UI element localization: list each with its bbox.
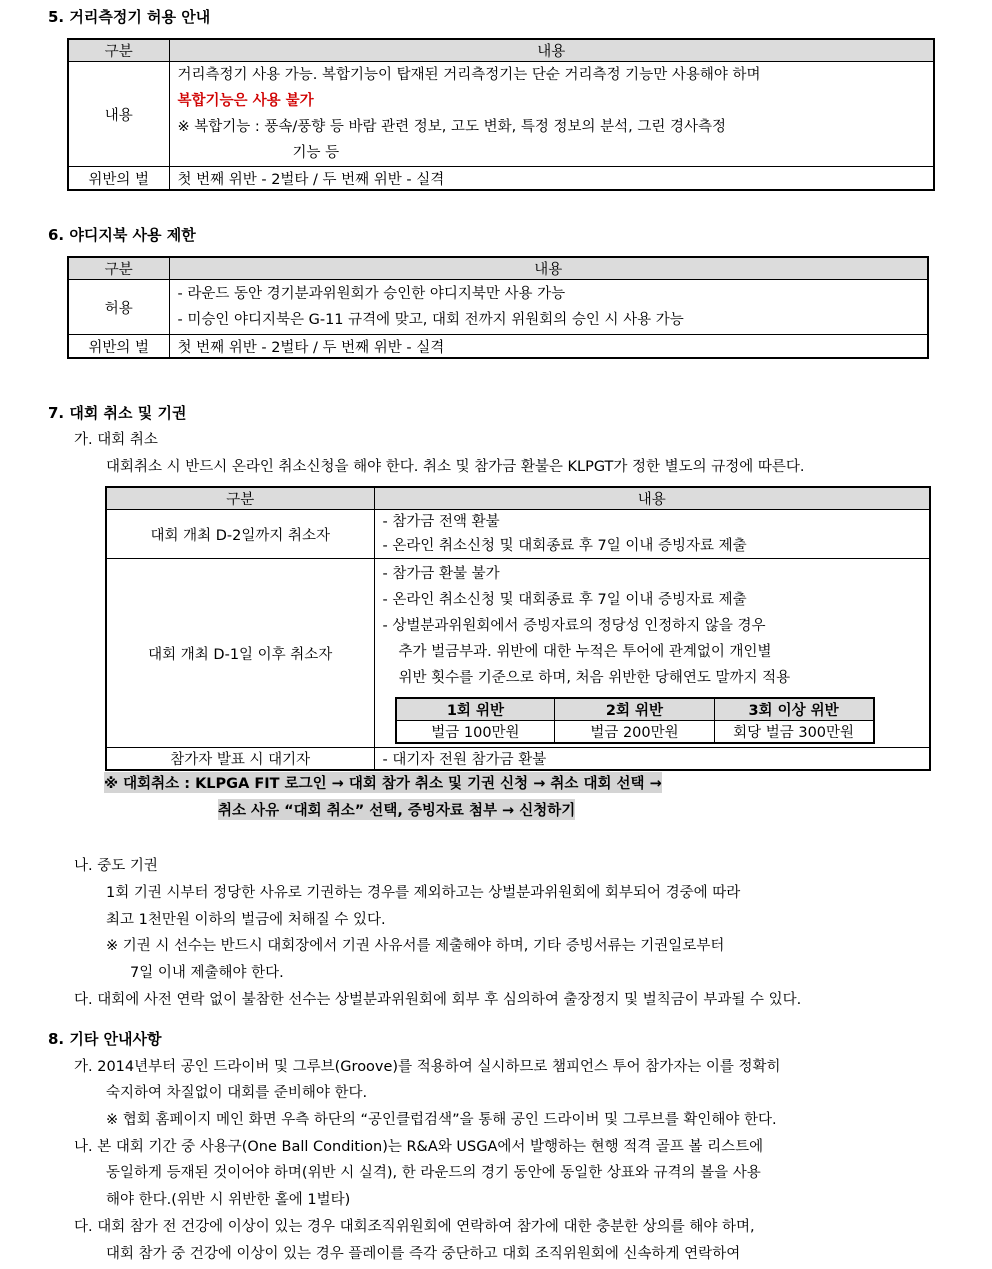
text-line: 거리측정기 사용 가능. 복합기능이 탑재된 거리측정기는 단순 거리측정 기능만 사용해야 하며: [177, 67, 761, 83]
yardage-book-table: [67, 256, 929, 359]
warning-text: 복합기능은 사용 불가: [177, 93, 314, 109]
row-content: - 대기자 전원 참가금 환불: [374, 748, 930, 771]
row-label: 참가자 발표 시 대기자: [106, 748, 374, 771]
text-line: - 온라인 취소신청 및 대회종료 후 7일 이내 증빙자료 제출: [382, 538, 747, 554]
penalty-text: 첫 번째 위반 - 2벌타 / 두 번째 위반 - 실격: [169, 335, 928, 359]
note-line: ※ 기권 시 선수는 반드시 대회장에서 기권 사유서를 제출해야 하며, 기타 증빙서류는 기권일로부터: [106, 938, 725, 954]
paragraph: 나. 본 대회 기간 중 사용구(One Ball Condition)는 R&A와 USGA에서 발행하는 현행 적격 골프 볼 리스트에: [74, 1139, 764, 1155]
text-line: - 상벌분과위원회에서 증빙자료의 정당성 인정하지 않을 경우: [382, 618, 766, 634]
header-category: 구분: [68, 257, 169, 280]
paragraph: 1회 기권 시부터 정당한 사유로 기권하는 경우를 제외하고는 상벌분과위원회에 회부되어 경중에 따라: [106, 885, 741, 901]
paragraph: 숙지하여 차질없이 대회를 준비해야 한다.: [106, 1085, 368, 1101]
header-category: 구분: [106, 487, 374, 510]
fine-value: 벌금 100만원: [396, 721, 555, 744]
fine-table: [395, 697, 875, 744]
fine-value: 벌금 200만원: [555, 721, 714, 744]
paragraph: 대회 참가 중 건강에 이상이 있는 경우 플레이를 즉각 중단하고 대회 조직위원회에 신속하게 연락하여: [106, 1246, 741, 1262]
header-content: 내용: [169, 257, 928, 280]
note-line: ※ 협회 홈페이지 메인 화면 우측 하단의 “공인클럽검색”을 통해 공인 드라이버 및 그루브를 확인해야 한다.: [106, 1112, 777, 1128]
header-content: 내용: [169, 39, 934, 62]
row-label: 위반의 벌: [68, 167, 169, 191]
paragraph: 가. 2014년부터 공인 드라이버 및 그루브(Groove)를 적용하여 실시하므로 챔피언스 투어 참가자는 이를 정확히: [74, 1059, 781, 1075]
header-content: 내용: [374, 487, 930, 510]
paragraph: 해야 한다.(위반 시 위반한 홀에 1벌타): [106, 1192, 351, 1208]
cancellation-table: [105, 486, 931, 771]
subsection-title: 나. 중도 기권: [74, 858, 158, 874]
row-label: 위반의 벌: [68, 335, 169, 359]
section-5-title: 5. 거리측정기 허용 안내: [48, 8, 211, 26]
penalty-text: 첫 번째 위반 - 2벌타 / 두 번째 위반 - 실격: [169, 167, 934, 191]
paragraph: 다. 대회에 사전 연락 없이 불참한 선수는 상벌분과위원회에 회부 후 심의하여 출장정지 및 벌칙금이 부과될 수 있다.: [74, 992, 802, 1008]
text-line: - 라운드 동안 경기분과위원회가 승인한 야디지북만 사용 가능: [177, 286, 566, 302]
header-category: 구분: [68, 39, 169, 62]
row-label: 대회 개최 D-2일까지 취소자: [106, 510, 374, 559]
paragraph: 동일하게 등재된 것이어야 하며(위반 시 실격), 한 라운드의 경기 동안에 동일한 상표와 규격의 볼을 사용: [106, 1165, 761, 1181]
row-content: [374, 510, 930, 559]
row-label: 내용: [68, 62, 169, 167]
row-content: [374, 559, 930, 748]
procedure-note: 취소 사유 “대회 취소” 선택, 증빙자료 첨부 → 신청하기: [218, 799, 575, 820]
fine-header: 1회 위반: [396, 698, 555, 721]
fine-value: 회당 벌금 300만원: [714, 721, 873, 744]
text-line: - 참가금 환불 불가: [382, 566, 500, 582]
fine-header: 2회 위반: [555, 698, 714, 721]
text-line: - 참가금 전액 환불: [382, 514, 500, 530]
row-content: [169, 280, 928, 335]
note-line: 7일 이내 제출해야 한다.: [130, 965, 284, 981]
text-line: - 온라인 취소신청 및 대회종료 후 7일 이내 증빙자료 제출: [382, 592, 747, 608]
procedure-note: ※ 대회취소 : KLPGA FIT 로그인 → 대회 참가 취소 및 기권 신청 → 취소 대회 선택 →: [104, 772, 662, 793]
row-label: 대회 개최 D-1일 이후 취소자: [106, 559, 374, 748]
section-7-title: 7. 대회 취소 및 기권: [48, 404, 187, 422]
note-line: 기능 등: [292, 145, 340, 161]
row-label: 허용: [68, 280, 169, 335]
note-line: ※ 복합기능 : 풍속/풍향 등 바람 관련 정보, 고도 변화, 특정 정보의 분석, 그린 경사측정: [177, 119, 726, 135]
text-line: - 미승인 야디지북은 G-11 규격에 맞고, 대회 전까지 위원회의 승인 시 사용 가능: [177, 312, 684, 328]
subsection-title: 가. 대회 취소: [74, 432, 158, 448]
section-6-title: 6. 야디지북 사용 제한: [48, 226, 196, 244]
paragraph: 최고 1천만원 이하의 벌금에 처해질 수 있다.: [106, 912, 386, 928]
row-content: [169, 62, 934, 167]
paragraph: 다. 대회 참가 전 건강에 이상이 있는 경우 대회조직위원회에 연락하여 참가에 대한 충분한 상의를 해야 하며,: [74, 1219, 755, 1235]
text-line: 추가 벌금부과. 위반에 대한 누적은 투어에 관계없이 개인별: [398, 644, 772, 660]
rangefinder-table: [67, 38, 935, 191]
text-line: 위반 횟수를 기준으로 하며, 처음 위반한 당해연도 말까지 적용: [398, 670, 791, 686]
paragraph: 대회취소 시 반드시 온라인 취소신청을 해야 한다. 취소 및 참가금 환불은 KLPGT가 정한 별도의 규정에 따른다.: [106, 459, 805, 475]
fine-header: 3회 이상 위반: [714, 698, 873, 721]
section-8-title: 8. 기타 안내사항: [48, 1030, 162, 1048]
